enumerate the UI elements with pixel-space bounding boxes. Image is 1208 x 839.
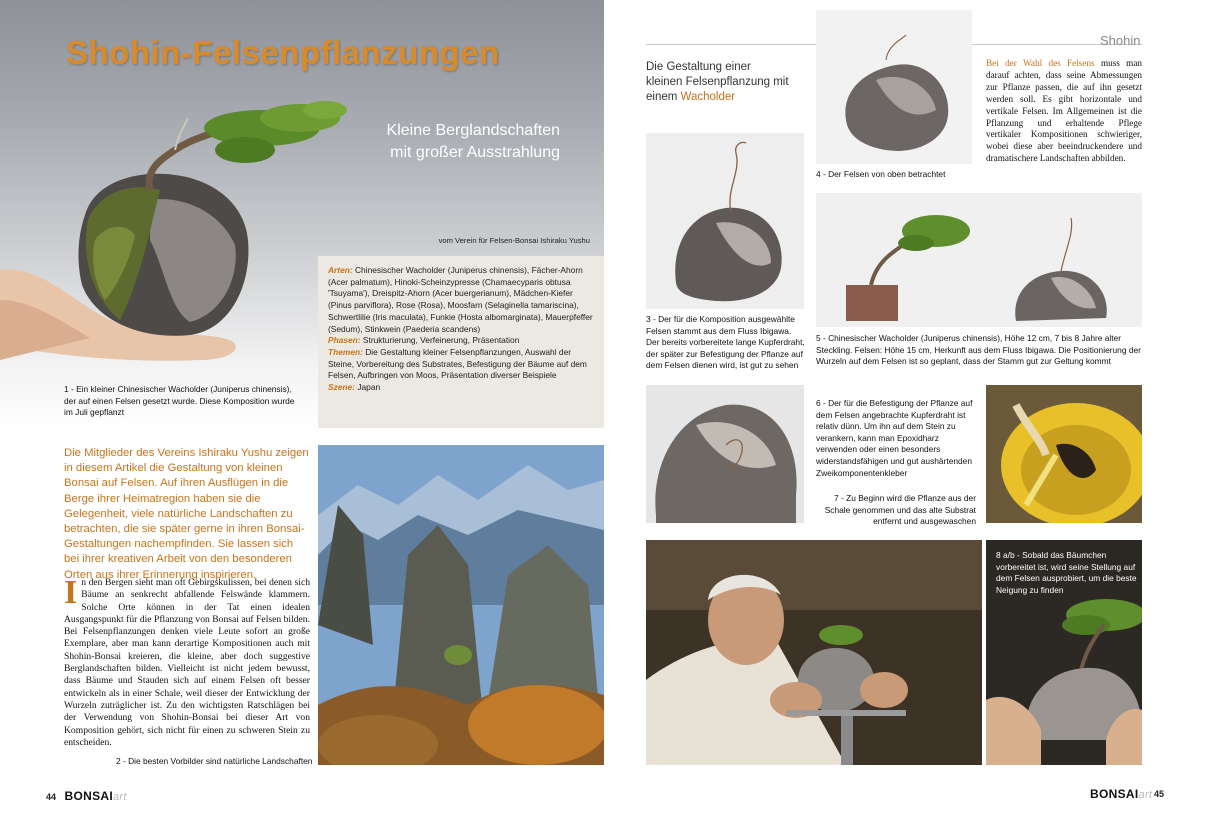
heading-line-1: Die Gestaltung einer xyxy=(646,61,751,73)
article-title: Shohin-Felsenpflanzungen xyxy=(66,34,500,71)
page-number-left: 44 xyxy=(46,792,57,802)
body-text xyxy=(64,574,310,749)
page-footer-left xyxy=(46,789,127,803)
rock-wire-illustration xyxy=(646,133,804,309)
right-text-column xyxy=(986,58,1142,165)
arten-text: Chinesischer Wacholder (Juniperus chinensis), Fächer-Ahorn (Acer palmatum), Hinoki-Scheinzypresse (Chamaecyparis obtusa 'Tsuyama'), Dreispitz-Ahorn (Acer buergerianum), Mädchen-Kiefer (Pinus parviflora), Rose (Rosa), Moosfarn (Selaginella tamariscina), Schwertlilie (Iris maculata), Funkie (Hosta albomarginata), Mauerpfeffer (Sedum), Stinkwein (Paederia scandens) xyxy=(328,265,593,334)
caption-4: 4 - Der Felsen von oben betrachtet xyxy=(816,169,946,179)
magazine-logo-left: BONSAIart xyxy=(64,789,127,803)
szene-label: Szene: xyxy=(328,382,355,393)
section-label: Shohin xyxy=(1100,33,1141,48)
heading-line-3: einem Wacholder xyxy=(646,91,736,103)
caption-2: 2 - Die besten Vorbilder sind natürliche Landschaften xyxy=(116,756,313,766)
subtitle-line-1: Kleine Berglandschaften xyxy=(386,122,560,139)
photo-5-juniper-and-rock xyxy=(816,193,1142,327)
page-footer-right xyxy=(1154,789,1164,799)
rock-closeup-illustration xyxy=(646,385,804,523)
themen-label: Themen: xyxy=(328,346,363,357)
drop-cap: I xyxy=(64,574,78,611)
info-box xyxy=(318,256,604,428)
page-number-right: 45 xyxy=(1154,789,1165,799)
right-text-accent: Bei der Wahl des Felsens xyxy=(986,58,1095,68)
caption-5: 5 - Chinesischer Wacholder (Juniperus chinensis), Höhe 12 cm, 7 bis 8 Jahre alter Steckling. Felsen: Höhe 15 cm, Herkunft aus dem Fluss Ibigawa. Die Positionierung der Wurzeln auf dem Felsen ist so geplant, dass der Stamm gut zur Geltung kommt xyxy=(816,333,1141,367)
szene-text: Japan xyxy=(357,382,381,393)
article-subtitle xyxy=(340,120,560,164)
heading-line-2: kleinen Felsenpflanzung mit xyxy=(646,76,789,88)
man-working-illustration xyxy=(646,540,982,765)
photo-8a-man-working xyxy=(646,540,982,765)
arten-label: Arten: xyxy=(328,265,353,275)
photo-3-rock-with-wire xyxy=(646,133,804,309)
caption-3: 3 - Der für die Komposition ausgewählte Felsen stammt aus dem Fluss Ibigawa. Der bereits vorbereitete lange Kupferdraht, der später zur Befestigung der Pflanze auf dem Felsen dienen wird, ist gut zu sehen xyxy=(646,314,805,371)
phasen-text: Strukturierung, Verfeinerung, Präsentation xyxy=(362,335,520,346)
rock-illustration xyxy=(816,10,972,164)
photo-6-rock-wire-closeup xyxy=(646,385,804,523)
magazine-logo-right: BONSAIart xyxy=(1090,787,1153,801)
juniper-rock-illustration xyxy=(816,193,1142,327)
right-text-body: muss man darauf achten, dass seine Abmessungen zur Pflanze passen, die auf ihn gesetzt werden soll. Es gibt horizontale und vertikale Felsen. Im Allgemeinen ist die Pflanzung und erhaltende Pflege vertikaler Kompositionen schwieriger, wobei diese aber beeindruckendere und dramatischere Landschaften abbilden. xyxy=(986,58,1142,164)
caption-8: 8 a/b - Sobald das Bäumchen vorbereitet ist, wird seine Stellung auf dem Felsen ausprobiert, um die beste Neigung zu finden xyxy=(996,550,1137,595)
caption-6: 6 - Der für die Befestigung der Pflanze auf dem Felsen angebrachte Kupferdraht ist relativ dünn. Um ihn auf dem Stein zu verankern, kann man Epoxidharz verwenden oder einen besonders widerstandsfähigen und gut aushärtenden Zweikomponentenkleber xyxy=(816,398,973,478)
intro-paragraph: Die Mitglieder des Vereins Ishiraku Yushu zeigen in diesem Artikel die Gestaltung von kleinen Bonsai auf Felsen. Auf ihren Ausflügen in die Berge ihrer Heimatregion haben sie die Gelegenheit, viele natürliche Landschaften zu betrachten, die sie später gerne in ihren Bonsai-Gestaltungen nachempfinden. Sie lassen sich bei ihrer kreativen Arbeit von den besonderen Orten aus ihrer Erinnerung inspirieren. xyxy=(64,447,309,581)
right-heading xyxy=(646,60,816,105)
photo-4-rock-top xyxy=(816,10,972,164)
phasen-label: Phasen: xyxy=(328,335,361,346)
caption-7: 7 - Zu Beginn wird die Pflanze aus der Schale genommen und das alte Substrat entfernt und ausgewaschen xyxy=(824,493,976,527)
themen-text: Die Gestaltung kleiner Felsenpflanzungen, Auswahl der Steine, Vorbereitung des Substrates, Befestigung der Bäume auf dem Felsen, Aufbringen von Moos, Präsentation diverser Beispiele xyxy=(328,346,587,381)
photo-7-washing-roots xyxy=(986,385,1142,523)
washing-roots-illustration xyxy=(986,385,1142,523)
subtitle-line-2: mit großer Ausstrahlung xyxy=(390,144,560,161)
byline: vom Verein für Felsen-Bonsai Ishiraku Yushu xyxy=(438,236,590,245)
caption-1: 1 - Ein kleiner Chinesischer Wacholder (Juniperus chinensis), der auf einen Felsen gesetzt wurde. Diese Komposition wurde im Juli gepflanzt xyxy=(64,384,295,418)
mountain-illustration xyxy=(318,445,604,765)
mountain-landscape-photo xyxy=(318,445,604,765)
body-paragraph: n den Bergen sieht man oft Gebirgskulissen, bei denen sich Bäume an senkrecht abfallende Felswände klammern. Solche Orte können in der Tat einen idealen Ausgangspunkt für die Pflanzung von Bonsai auf Felsen bilden. Bei Felsenpflanzungen denken viele Leute sofort an große Exemplare, aber man kann derartige Kompositionen auch mit Shohin-Bonsai kreieren, die kleine, aber doch suggestive Berglandschaften bilden. Vielleicht ist nicht jedem bewusst, dass Bäume und Stauden sich auf einem Felsen oft besser entwickeln als in einer Schale, weil dieser der Entwicklung der Wurzeln zuträglicher ist. Zu den wichtigsten Ratschlägen bei der Verwendung von Shohin-Bonsai bei dieser Art von Komposition gehört, sich nicht für einen zu schweren Stein zu entscheiden. xyxy=(64,577,310,748)
